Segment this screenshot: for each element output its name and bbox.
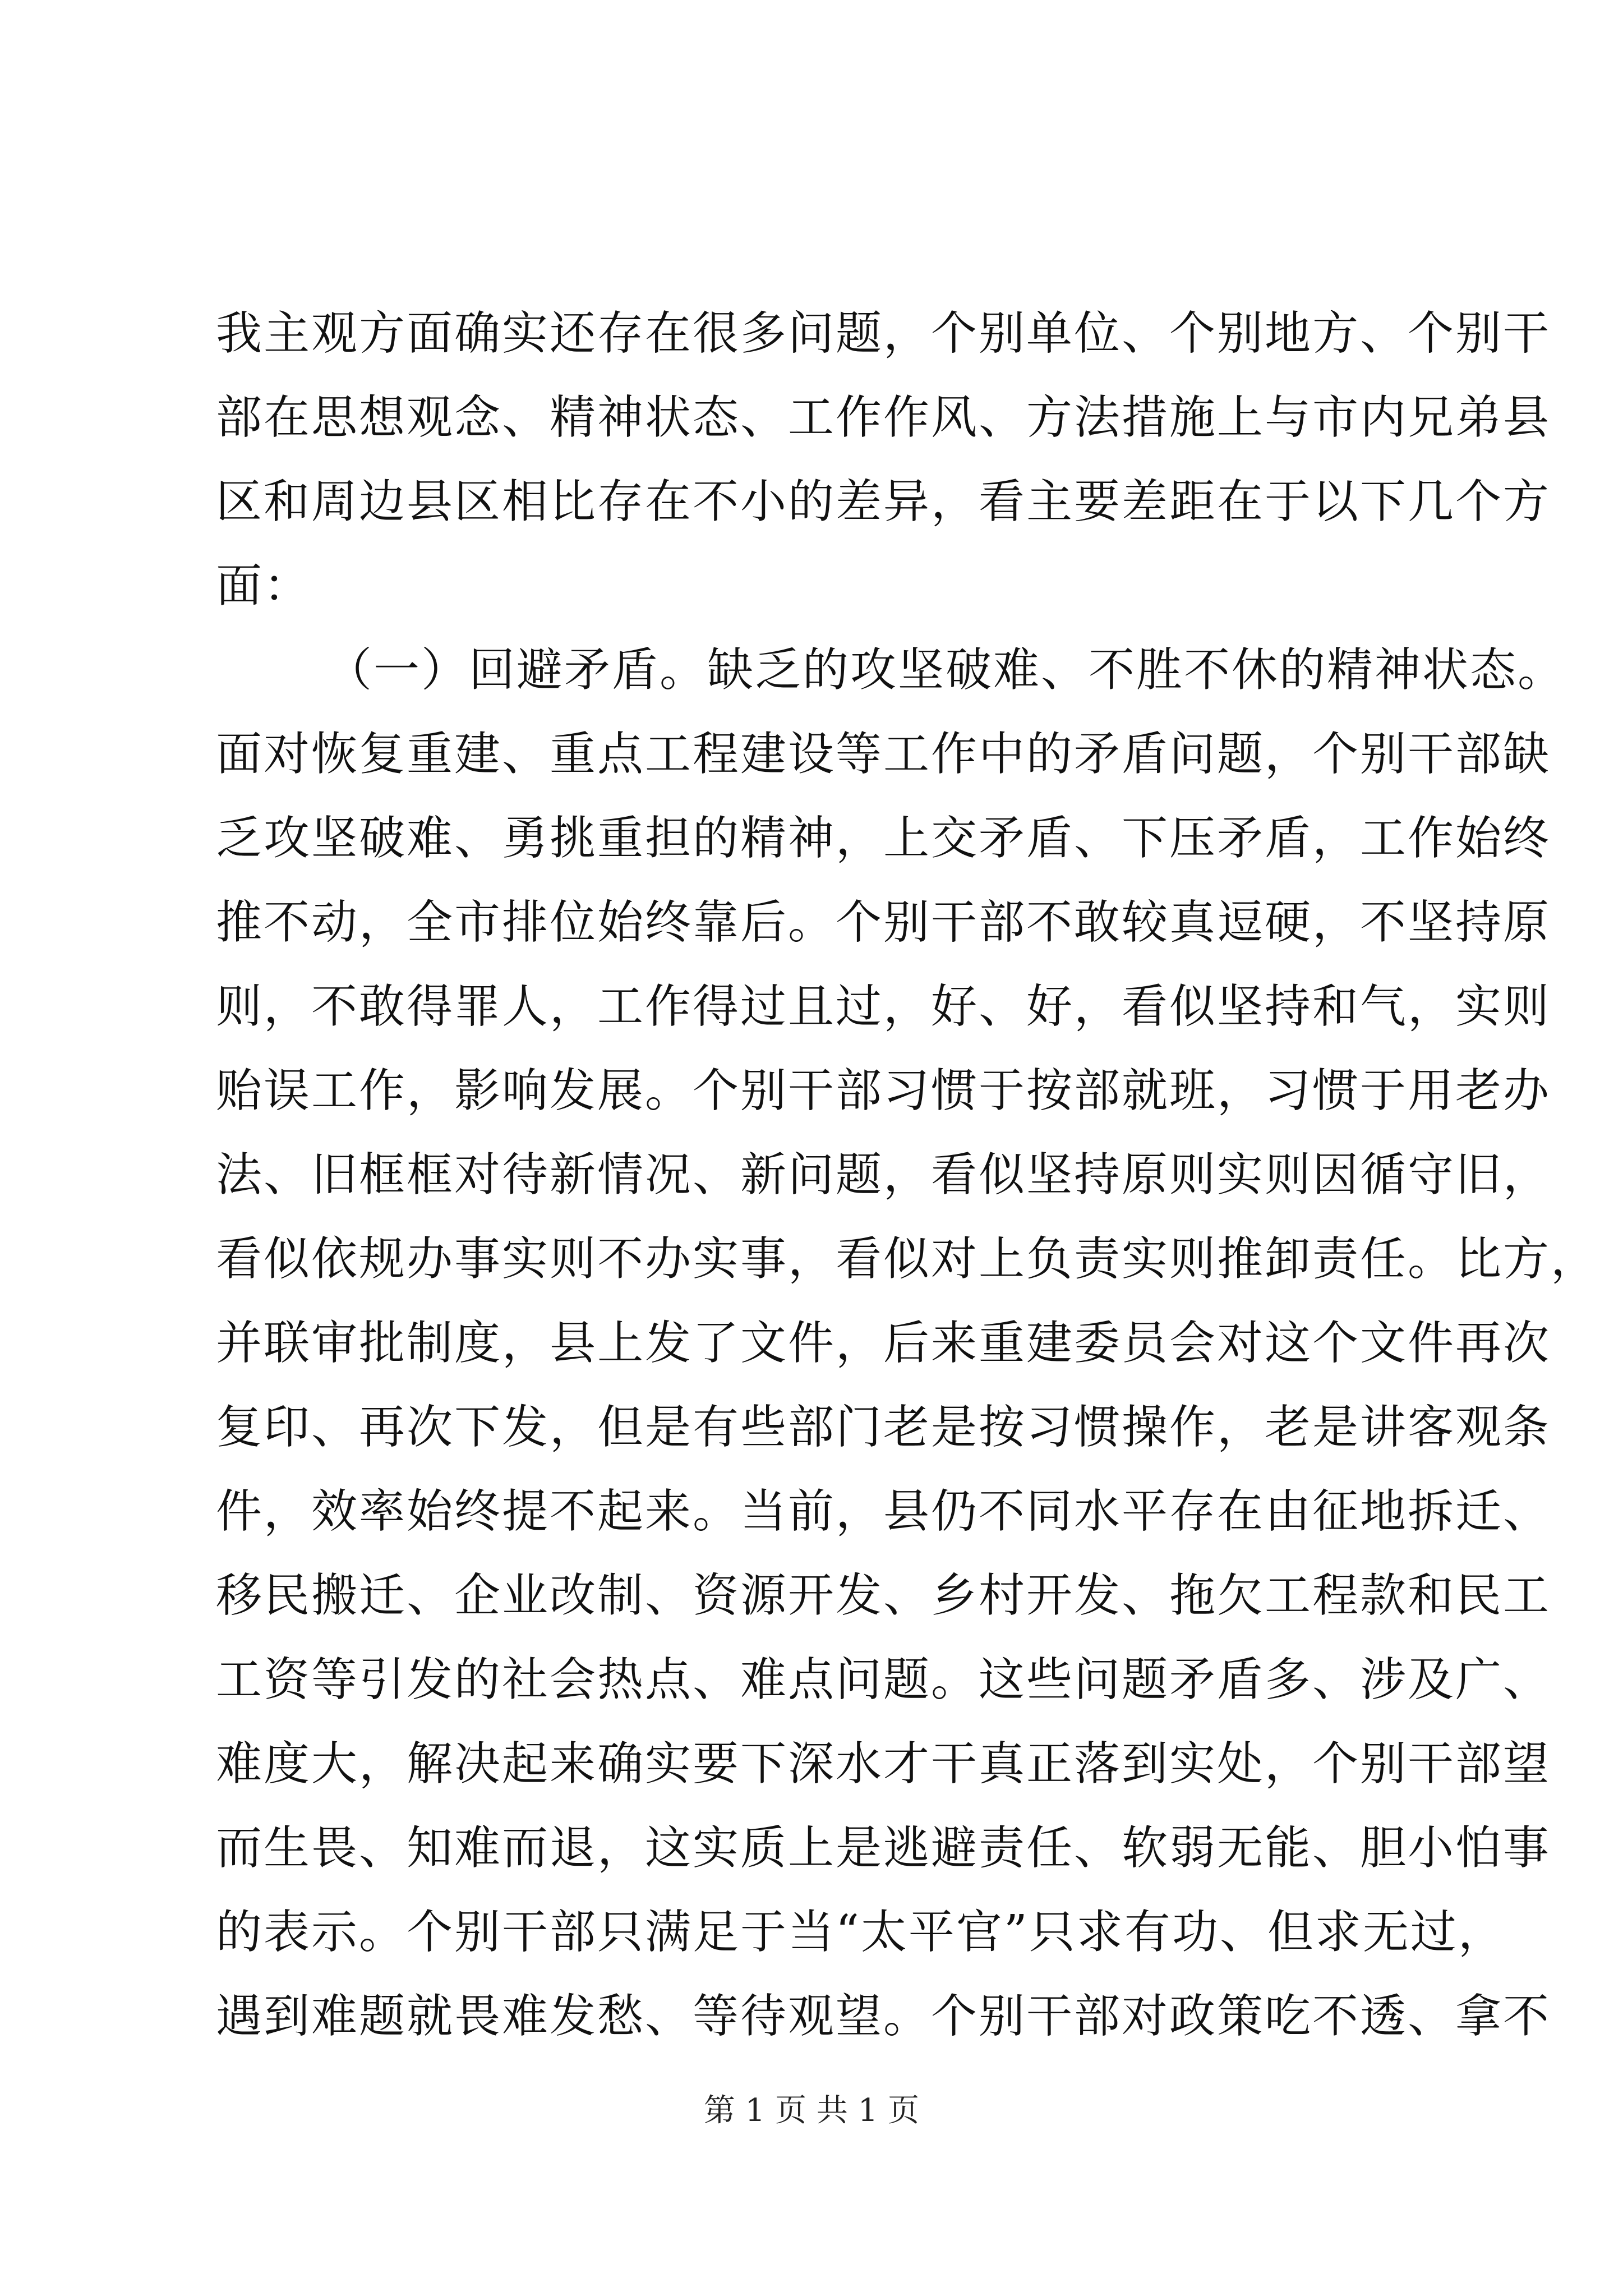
text-line: 移民搬迁、企业改制、资源开发、乡村开发、拖欠工程款和民工 xyxy=(216,1569,1551,1622)
text-line: 乏攻坚破难、勇挑重担的精神，上交矛盾、下压矛盾，工作始终 xyxy=(216,812,1551,865)
text-line: 而生畏、知难而退，这实质上是逃避责任、软弱无能、胆小怕事 xyxy=(216,1821,1551,1875)
text-line: 我主观方面确实还存在很多问题，个别单位、个别地方、个别干 xyxy=(216,307,1551,360)
text-line: 面： xyxy=(216,559,312,613)
text-line: 复印、再次下发，但是有些部门老是按习惯操作，老是讲客观条 xyxy=(216,1401,1551,1454)
text-line: 部在思想观念、精神状态、工作作风、方法措施上与市内兄弟县 xyxy=(216,391,1551,444)
text-line: 件，效率始终提不起来。当前，县仍不同水平存在由征地拆迁、 xyxy=(216,1485,1551,1538)
text-line: 并联审批制度，县上发了文件，后来重建委员会对这个文件再次 xyxy=(216,1317,1551,1370)
text-line: 则，不敢得罪人，工作得过且过，好、好，看似坚持和气，实则 xyxy=(216,980,1551,1033)
body-text xyxy=(216,292,1599,2059)
page-number: 第 1 页 共 1 页 xyxy=(703,2092,920,2129)
text-line: 推不动，全市排位始终靠后。个别干部不敢较真逗硬，不坚持原 xyxy=(216,896,1551,949)
page-footer xyxy=(0,2091,1623,2131)
section-heading-line: （一）回避矛盾。缺乏的攻坚破难、不胜不休的精神状态。 xyxy=(326,643,1566,697)
text-line: 贻误工作，影响发展。个别干部习惯于按部就班，习惯于用老办 xyxy=(216,1064,1551,1117)
text-line: 工资等引发的社会热点、难点问题。这些问题矛盾多、涉及广、 xyxy=(216,1653,1551,1706)
text-line: 看似依规办事实则不办实事，看似对上负责实则推卸责任。比方， xyxy=(216,1232,1599,1286)
text-line: 难度大，解决起来确实要下深水才干真正落到实处，个别干部望 xyxy=(216,1737,1551,1791)
text-line: 的表示。个别干部只满足于当“太平官”只求有功、但求无过， xyxy=(216,1906,1506,1959)
text-line: 遇到难题就畏难发愁、等待观望。个别干部对政策吃不透、拿不 xyxy=(216,1990,1551,2043)
text-line: 面对恢复重建、重点工程建设等工作中的矛盾问题，个别干部缺 xyxy=(216,728,1551,781)
text-line: 区和周边县区相比存在不小的差异，看主要差距在于以下几个方 xyxy=(216,475,1551,528)
text-line: 法、旧框框对待新情况、新问题，看似坚持原则实则因循守旧， xyxy=(216,1148,1551,1202)
